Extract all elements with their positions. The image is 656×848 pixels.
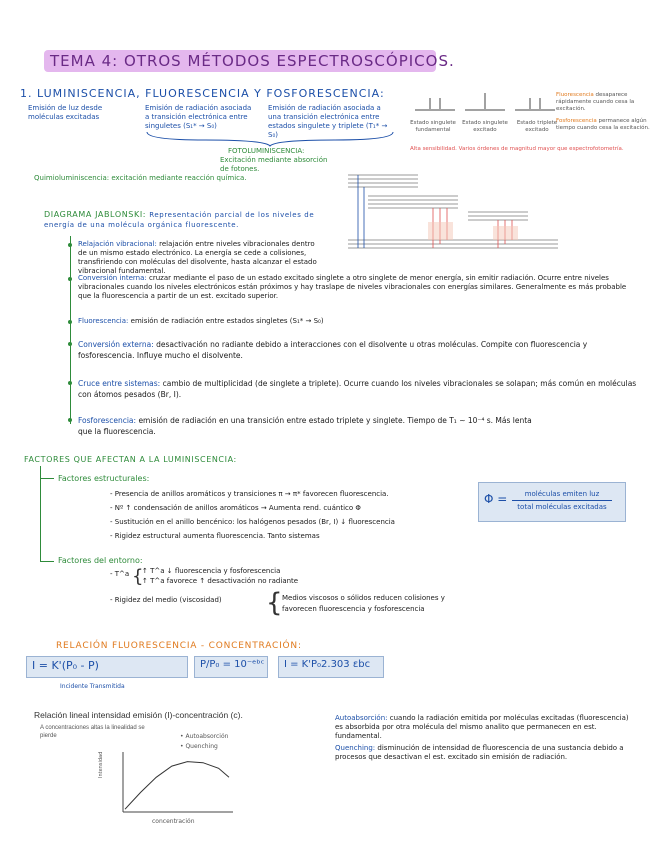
bullet [68,342,72,346]
legend-item-1: • Autoabsorción [180,733,229,740]
item-text: relajación entre niveles vibracionales dentro de un mismo estado electrónico. La energía se cede a colisiones, transfiriendo con moléculas del disolvente, hasta alcanzar el estado vibracional fundamental. [78,240,317,275]
state-label-2: Estado singulete excitado [462,120,508,133]
autoabs-text: cuando la radiación emitida por moléculas excitadas (fluorescencia) es absorbida por otra molécula del mismo analito que permanecen en est. fundamental. [335,714,629,740]
state-label-1: Estado singulete fundamental [410,120,456,133]
qy-numerator: moléculas emiten luz [524,490,600,498]
formula1-note: Incidente Transmitida [60,683,125,690]
fotoluminiscencia-title: FOTOLUMINISCENCIA: [228,147,305,155]
legend-item-2: • Quenching [180,743,218,750]
item-key: Relajación vibracional: [78,240,157,248]
fluor-note-text: desaparece rápidamente cuando cesa la excitación. [556,92,635,112]
phi-symbol: Φ = [484,492,508,506]
chart-xlabel: concentración [152,818,195,825]
jablonski-item-4 [78,339,638,361]
temp-line-1: ↑ T^a ↓ fluorescencia y fosforescencia [142,567,281,575]
fosforescencia-note [556,118,652,132]
series-line [125,762,229,810]
jablonski-heading [44,210,324,230]
grouping-brace [145,130,395,148]
fluor-note-key: Fluorescencia [556,92,594,98]
item-key: Conversión externa: [78,340,154,349]
estructural-4: - Rigidez estructural aumenta fluorescencia. Tanto sistemas [110,532,320,540]
chart-ylabel: Intensidad [98,751,104,778]
item-text: cambio de multiplicidad (de singlete a triplete). Ocurre cuando los niveles vibracionales se solapan; más común en moléculas con átomos pesados (Br, I). [78,379,637,399]
jablonski-item-6 [78,415,538,437]
intensity-concentration-chart [115,750,235,816]
jablonski-diagram [328,160,560,255]
rigidez-brace: { [266,588,283,618]
rigidez-label: - Rigidez del medio (viscosidad) [110,596,222,604]
item-text: emisión de radiación en una transición entre estado triplete y singlete. Tiempo de T₁ ~ 10⁻⁴ s. Más lenta que la fluorescencia. [78,416,532,436]
factores-tree-line [40,466,41,562]
page-title: TEMA 4: OTROS MÉTODOS ESPECTROSCÓPICOS. [50,52,455,70]
quimio-line: Quimioluminiscencia: excitación mediante reacción química. [34,174,247,182]
item-text: emisión de radiación entre estados singletes (S₁* → S₀) [130,317,324,325]
estructural-3: - Sustitución en el anillo bencénico: los halógenos pesados (Br, I) ↓ fluorescencia [110,518,395,526]
jablonski-item-3 [78,317,478,326]
legend-label: Quenching [185,743,218,750]
state-label-3: Estado triplete excitado [516,120,558,133]
item-text: cruzar mediante el paso de un estado excitado singlete a otro singlete de menor energía, sin emitir radiación. Ocurre entre niveles vibracionales cuando los niveles electrónicos están próximos y hay traslape de niveles vibracionales con energías similares. Generalmente es más probable que la fluorescencia a partir de un est. excitado superior. [78,274,627,300]
item-key: Fluorescencia: [78,317,129,325]
temp-label: - T^a [110,570,130,578]
formula3: I = K'P₀2.303 εbc [284,659,371,670]
fluorescencia-note [556,92,652,113]
quench-key: Quenching: [335,744,376,752]
item-key: Cruce entre sistemas: [78,379,161,388]
factores-branch-2 [40,561,54,562]
quimioluminiscencia-text [34,174,274,183]
temp-brace: { [132,566,144,587]
factores-heading: FACTORES QUE AFECTAN A LA LUMINISCENCIA: [24,455,237,464]
fosfor-note-key: Fosforescencia [556,118,597,124]
item-key: Conversión interna: [78,274,147,282]
luminiscencia-def: Emisión de luz desde moléculas excitadas [28,104,103,121]
rigidez-line-2: favorecen fluorescencia y fosforescencia [282,605,425,613]
estructural-2: - Nº ↑ condensación de anillos aromáticos → Aumenta rend. cuántico Φ [110,504,361,512]
temp-line-2: ↑ T^a favorece ↑ desactivación no radiante [142,577,299,585]
jablonski-heading-text: Representación parcial de los niveles de energía de una molécula orgánica fluorescente. [44,211,315,229]
legend-label: Autoabsorción [185,733,229,740]
sensitivity-note: Alta sensibilidad. Varios órdenes de magnitud mayor que espectrofotometría. [410,146,624,152]
autoabsorcion-def [335,714,635,741]
section1-heading: 1. LUMINISCENCIA, FLUORESCENCIA Y FOSFORESCENCIA: [20,87,385,100]
fosforescencia-def: Emisión de radiación asociada a una transición electrónica entre estados singulete y triplete (T₁* → S₀) [268,104,388,139]
relacion-heading: RELACIÓN FLUORESCENCIA - CONCENTRACIÓN: [56,641,302,651]
estructural-1: - Presencia de anillos aromáticos y transiciones π → π* favorecen fluorescencia. [110,490,389,498]
bullet [68,381,72,385]
quench-text: disminución de intensidad de fluorescencia de una sustancia debido a procesos que desactivan el est. excitado sin emisión de radiación. [335,744,624,761]
formula1: I = K'(P₀ - P) [32,659,99,672]
jablonski-item-5 [78,378,638,400]
qy-fraction-line [512,500,612,501]
factores-branch-1 [40,478,54,479]
qy-denominator: total moléculas excitadas [517,503,607,511]
fosfor-note-text: permanece algún tiempo cuando cesa la excitación. [556,118,650,131]
entorno-title: Factores del entorno: [58,556,143,565]
bullet [68,243,72,247]
chart-title: Relación lineal intensidad emisión (I)-concentración (c). [34,710,243,720]
bullet [68,277,72,281]
item-text: desactivación no radiante debido a interacciones con el disolvente u otras moléculas. Compite con fluorescencia y fosforescencia. Influye mucho el disolvente. [78,340,588,360]
rigidez-line-1: Medios viscosos o sólidos reducen colisiones y [282,594,445,602]
chart-subtitle: A concentraciones altas la linealidad se pierde [40,725,145,739]
quenching-def [335,744,635,762]
autoabs-key: Autoabsorción: [335,714,388,722]
jablonski-tree-line [70,236,71,424]
jablonski-item-1 [78,240,318,276]
formula2: P/P₀ = 10⁻ᵉᵇᶜ [200,659,265,670]
bullet [68,320,72,324]
item-key: Fosforescencia: [78,416,137,425]
jablonski-item-2 [78,274,638,301]
estructurales-title: Factores estructurales: [58,474,150,483]
fotoluminiscencia-text: Excitación mediante absorción de fotones. [220,156,328,173]
jablonski-heading-key: DIAGRAMA JABLONSKI: [44,210,147,219]
fluorescencia-def: Emisión de radiación asociada a transición electrónica entre singuletes (S₁* → S₀) [145,104,252,130]
bullet [68,418,72,422]
